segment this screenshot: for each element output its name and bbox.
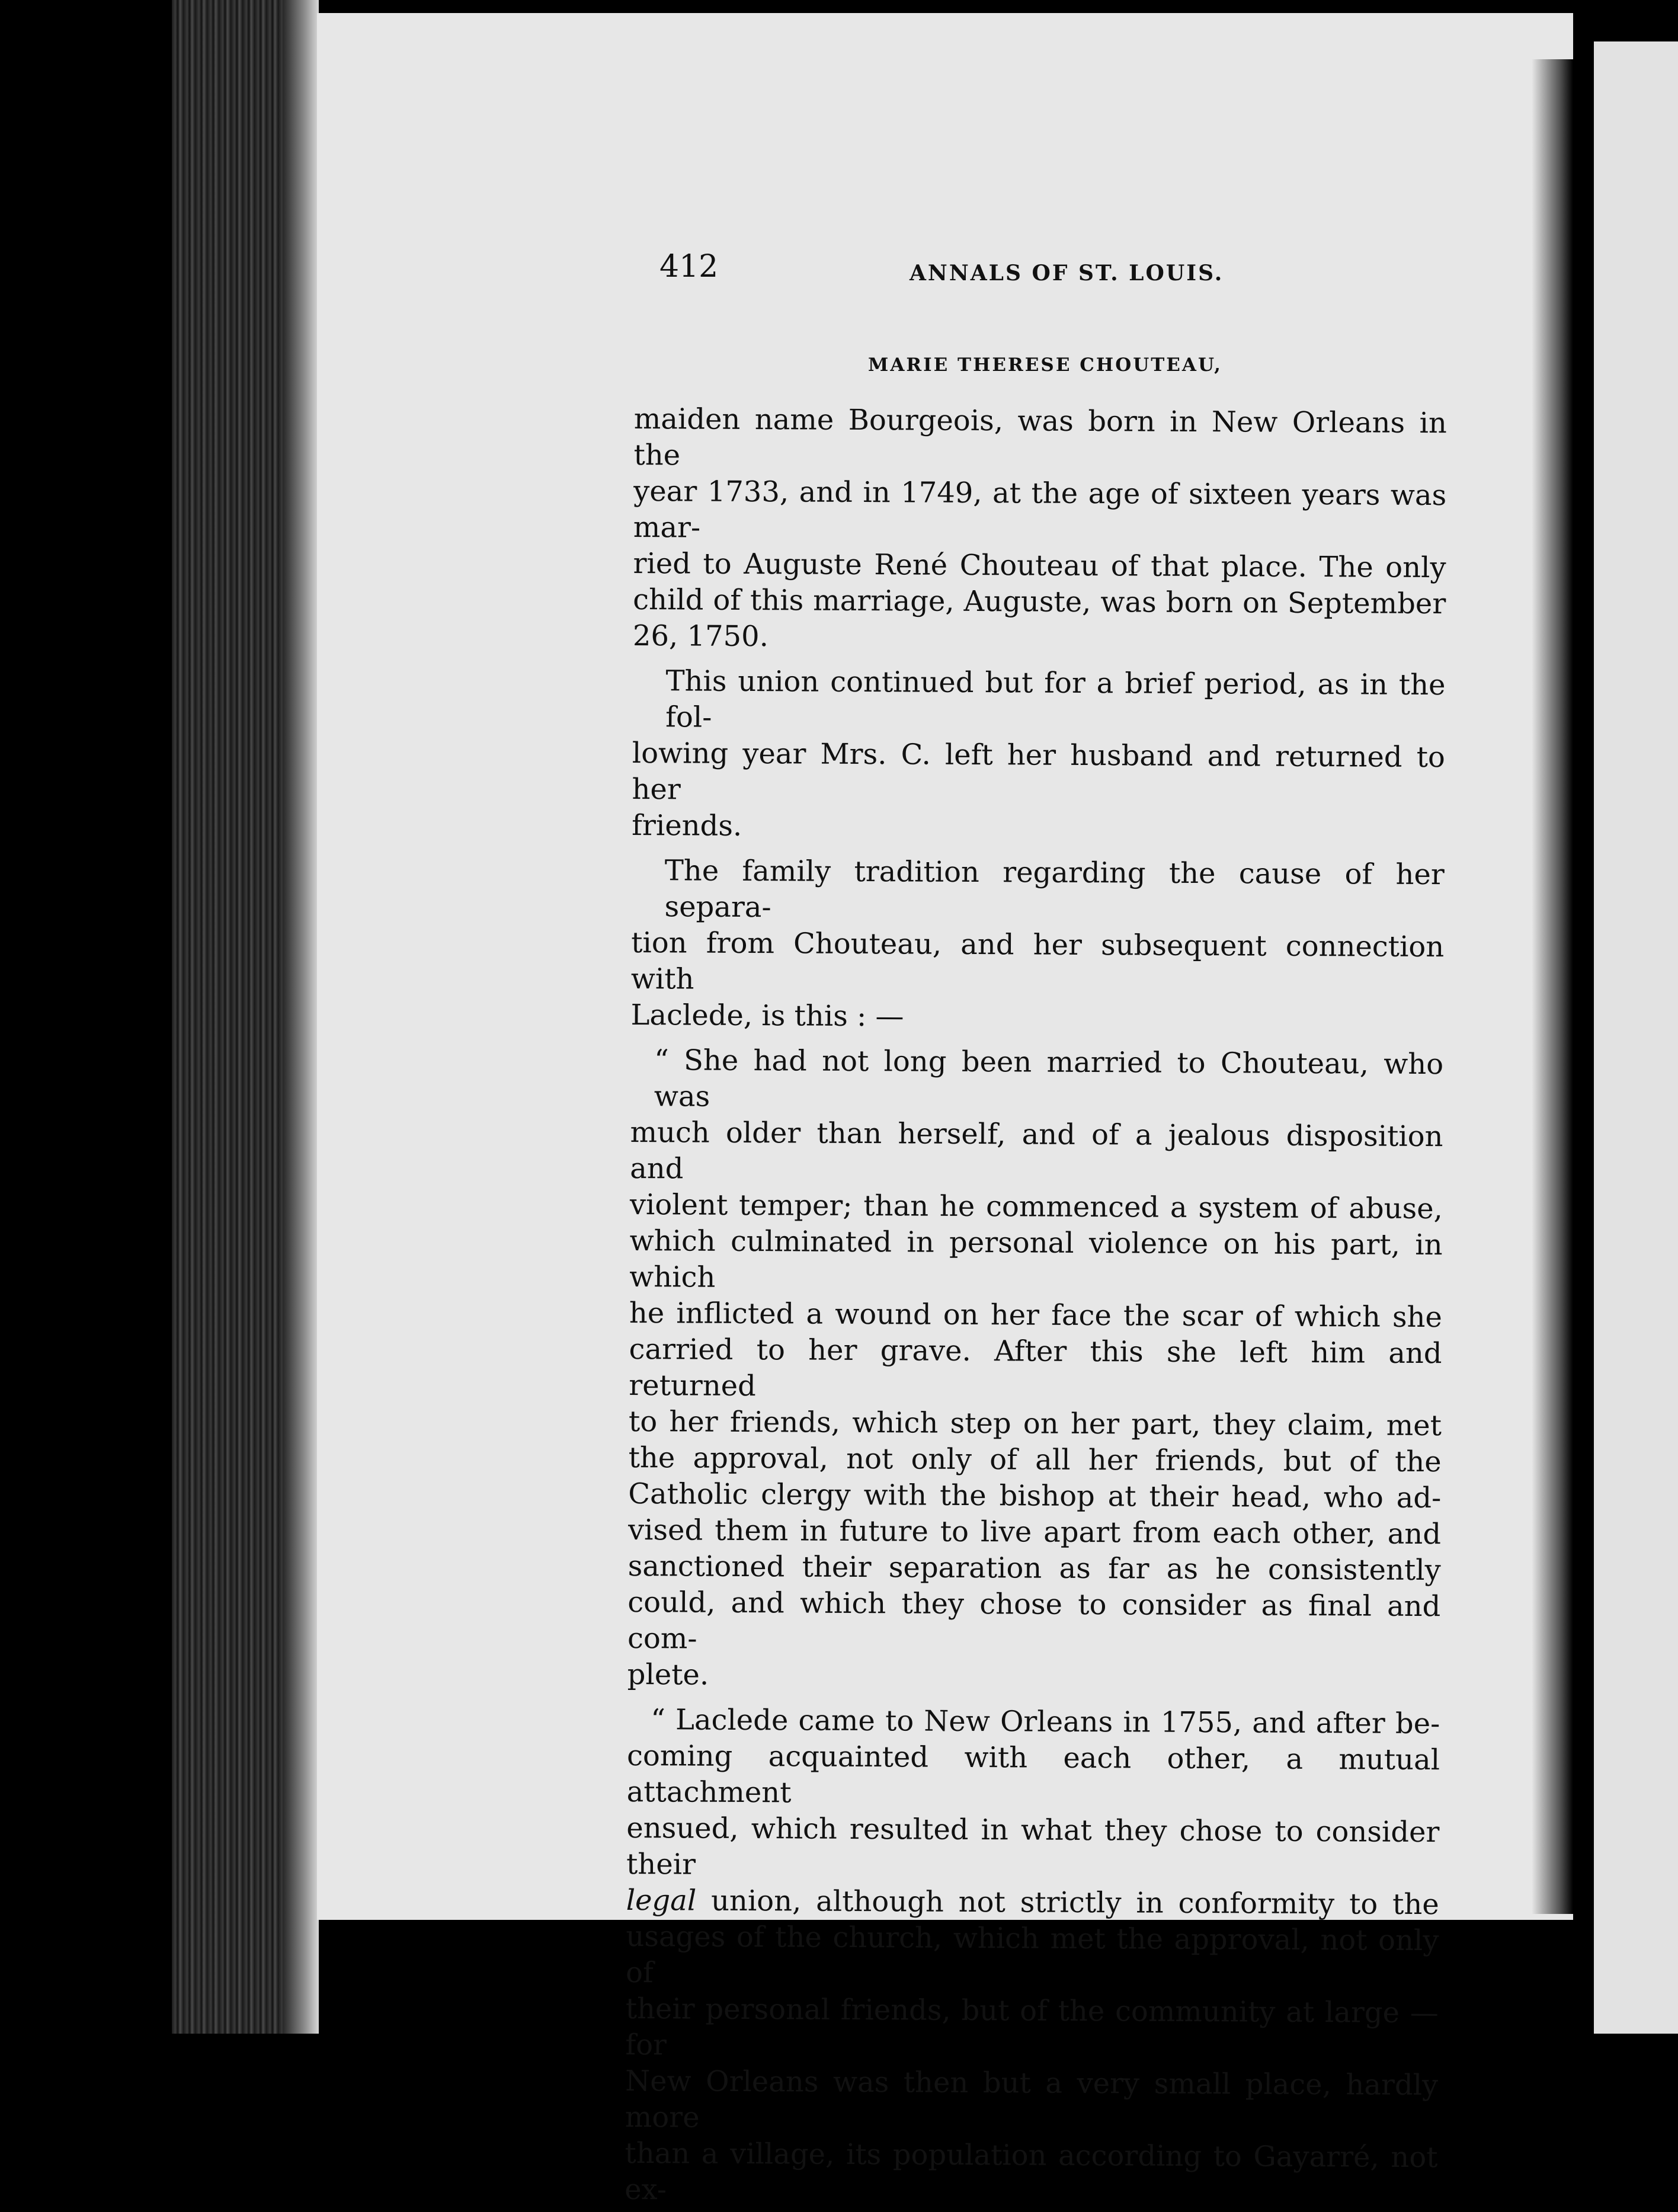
text-line: legal union, although not strictly in conformity to the [626, 1883, 1439, 1922]
paragraph [633, 401, 1447, 658]
text-line: usages of the church, which met the approval, not only of [625, 1919, 1439, 1990]
text-line: maiden name Bourgeois, was born in New Orleans in the [633, 402, 1447, 472]
paragraph-continued [627, 1115, 1443, 1697]
text-line: violent temper; than he commenced a system of abuse, [629, 1187, 1443, 1226]
text-line: ensued, which resulted in what they chose to consider their [626, 1811, 1440, 1881]
text-line: 26, 1750. [632, 619, 769, 654]
text-line: New Orleans was then but a very small place, hardly more [625, 2064, 1439, 2134]
text-line: coming acquainted with each other, a mutual attachment [626, 1739, 1440, 1810]
text-line: which culminated in personal violence on his part, in which [629, 1224, 1443, 1294]
text-line: Catholic clergy with the bishop at their head, who ad- [628, 1477, 1442, 1515]
page-edge-shading [283, 0, 319, 2034]
page-number: 412 [659, 249, 719, 284]
text-line: much older than herself, and of a jealous disposition and [630, 1115, 1443, 1186]
text-line: could, and which they chose to consider as final and com- [627, 1585, 1441, 1656]
section-heading: MARIE THERESE CHOUTEAU, [868, 354, 1222, 376]
text-line: “ She had not long been married to Chouteau, who was [654, 1043, 1444, 1113]
text-line: their personal friends, but of the community at large — for [625, 1992, 1439, 2062]
text-line: lowing year Mrs. C. left her husband and returned to her [632, 736, 1446, 806]
text-line: than a village, its population according to Gayarré, not ex- [625, 2136, 1438, 2207]
body-text [625, 401, 1447, 2212]
paragraph [632, 663, 1446, 740]
text-line: sanctioned their separation as far as he consistently [627, 1549, 1441, 1587]
text-line: vised them in future to live apart from each other, and [627, 1513, 1442, 1551]
text-line: the approval, not only of all her friends, but of the [628, 1440, 1442, 1479]
text-line: Laclede, is this : — [630, 998, 904, 1033]
text-line: This union continued but for a brief period, as in the fol- [665, 664, 1446, 734]
text-line: carried to her grave. After this she left him and returned [629, 1332, 1442, 1403]
text-line: tion from Chouteau, and her subsequent connection with [630, 926, 1445, 996]
paragraph-continued [625, 1738, 1440, 2212]
paragraph-continued [632, 735, 1445, 848]
text-line: year 1733, and in 1749, at the age of sixteen years was mar- [633, 474, 1447, 545]
paragraph-continued [630, 925, 1444, 1038]
text-line: “ Laclede came to New Orleans in 1755, and after be- [651, 1703, 1440, 1741]
text-line: plete. [627, 1657, 709, 1692]
text-line: child of this marriage, Auguste, was born on September [633, 582, 1446, 621]
text-line: friends. [632, 808, 742, 843]
gutter-shadow [1532, 59, 1573, 1914]
text-line: to her friends, which step on her part, they claim, met [628, 1404, 1442, 1443]
paragraph [631, 853, 1445, 929]
paragraph [630, 1042, 1444, 1119]
text-line: The family tradition regarding the cause of her separa- [664, 854, 1445, 924]
text-line: ried to Auguste René Chouteau of that place. The only [633, 546, 1446, 585]
paragraph [627, 1702, 1440, 1742]
running-title: ANNALS OF ST. LOUIS. [910, 261, 1224, 286]
facing-page-edge [1594, 41, 1678, 2034]
text-line: he inflicted a wound on her face the scar of which she [629, 1296, 1443, 1334]
